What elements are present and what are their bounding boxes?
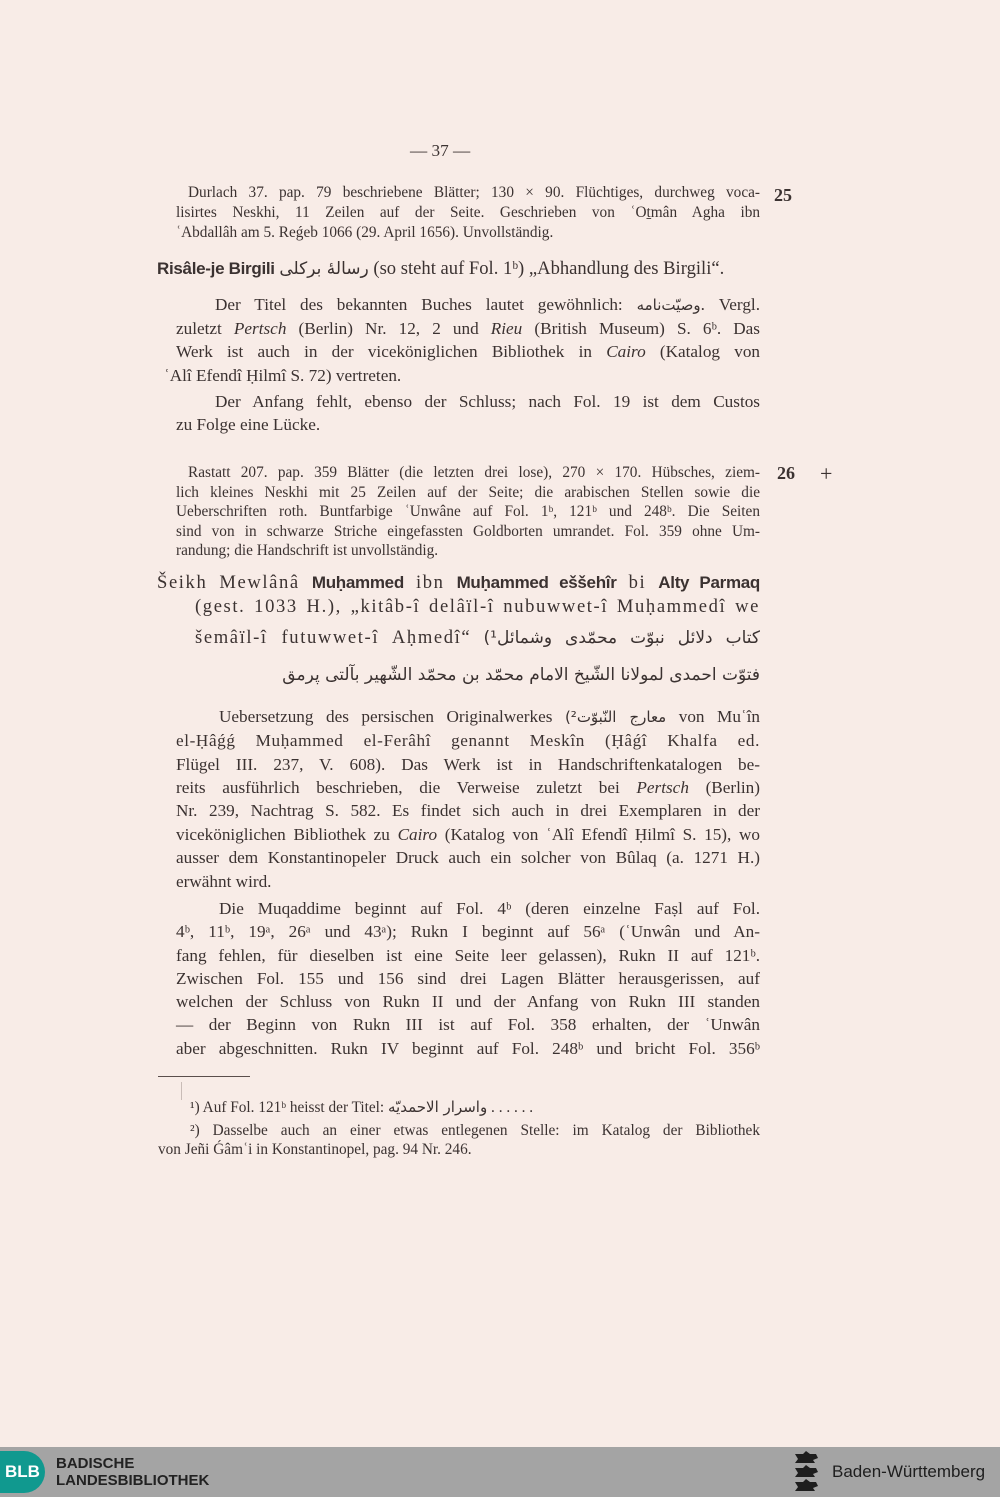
text: (Katalog von xyxy=(645,342,761,361)
arabic-text: واسرار الاحمدیّه xyxy=(388,1098,488,1116)
heading-line xyxy=(235,666,760,685)
paragraph-line: 4ᵇ, 11ᵇ, 19ᵃ, 26ᵃ und 43ᵃ); Rukn I beginnt auf 56ᵃ (ʿUnwân und An- xyxy=(176,922,760,941)
paragraph-line: el-Ḥâǵǵ Muḥammed el-Ferâhî genannt Meskîn (Ḥâǵî Khalfa ed. xyxy=(176,731,760,750)
heading-rest: (so steht auf Fol. 1ᵇ) „Abhandlung des Birgili“. xyxy=(373,258,725,279)
footnote-1 xyxy=(190,1100,533,1115)
paragraph-line xyxy=(176,779,760,796)
description-line: sind von in schwarze Striche eingefassten Goldborten umrandet. Fol. 359 ohne Um- xyxy=(176,523,760,540)
author-name: Pertsch xyxy=(233,319,287,338)
library-name-line1: BADISCHE xyxy=(56,1455,135,1472)
description-line: randung; die Handschrift ist unvollständig. xyxy=(176,542,439,559)
paragraph-line: zu Folge eine Lücke. xyxy=(176,415,321,434)
paragraph-line: Zwischen Fol. 155 und 156 sind drei Lagen Blätter herausgerissen, auf xyxy=(176,969,760,988)
paragraph-line: Die Muqaddime beginnt auf Fol. 4ᵇ (deren einzelne Faṣl auf Fol. xyxy=(219,899,760,918)
blb-logo[interactable]: BLB xyxy=(0,1451,45,1493)
arabic-title: کتاب دلائل نبوّت محمّدی وشمائل¹) xyxy=(483,628,761,648)
paragraph-line: — der Beginn von Rukn III ist auf Fol. 358 erhalten, der ʿUnwân xyxy=(176,1015,760,1034)
text: (Berlin) Nr. 12, 2 und xyxy=(286,319,491,338)
entry-number: 25 xyxy=(774,185,792,205)
text: bi xyxy=(616,572,659,593)
text: Werk ist auch in der viceköniglichen Bibliothek in xyxy=(176,342,607,361)
paragraph-line: welchen der Schluss von Rukn II und der Anfang von Rukn III standen xyxy=(176,992,760,1011)
paragraph-line xyxy=(176,826,760,843)
text: . Vergl. xyxy=(700,295,760,314)
arabic-text: معارج النّبوّت²) xyxy=(564,708,667,726)
lions-icon xyxy=(792,1450,822,1494)
author-name: Alty Parmaq xyxy=(658,573,760,592)
text: zuletzt xyxy=(176,319,234,338)
paragraph-line: Der Anfang fehlt, ebenso der Schluss; nach Fol. 19 ist dem Custos xyxy=(215,392,760,411)
heading-line xyxy=(195,629,760,648)
text: reits ausführlich beschrieben, die Verweise zuletzt bei xyxy=(176,778,637,797)
text: (British Museum) S. 6ᵇ. Das xyxy=(522,319,760,338)
text xyxy=(549,572,559,593)
paragraph-line: ʿAlî Efendî Ḥilmî S. 72) vertreten. xyxy=(164,366,402,385)
paragraph-line xyxy=(176,320,760,337)
heading-line: (gest. 1033 H.), „kitâb-î delâïl-î nubuwwet-î Muḥammedî we xyxy=(195,596,760,617)
arabic-title: فتوّت احمدی لمولانا الشّیخ الامام محمّد بن محمّد الشّهیر بآلتی پرمق xyxy=(282,665,760,685)
description-line: lisirtes Neskhi, 11 Zeilen auf der Seite. Geschrieben von ʿOṯmân Agha ibn xyxy=(176,204,760,221)
text: viceköniglichen Bibliothek zu xyxy=(176,825,398,844)
entry-heading xyxy=(157,260,724,279)
footnote-2: ²) Dasselbe auch an einer etwas entlegenen Stelle: im Katalog der Bibliothek xyxy=(190,1122,760,1139)
text: ¹) Auf Fol. 121ᵇ heisst der Titel: xyxy=(190,1099,389,1116)
plus-mark: + xyxy=(820,461,833,486)
heading-title: Risâle-je Birgili xyxy=(157,259,275,278)
text: (Katalog von ʿAlî Efendî Ḥilmî S. 15), wo xyxy=(437,825,760,844)
entry-heading xyxy=(157,574,760,593)
text: šemâïl-î futuwwet-î Aḥmedî“ xyxy=(195,627,472,648)
paragraph-line: Flügel III. 237, V. 608). Das Werk ist in Handschriftenkatalogen be- xyxy=(176,755,760,774)
description-line: lich kleines Neskhi mit 25 Zeilen auf der Seite; die arabischen Stellen sowie die xyxy=(176,484,760,501)
heading-arabic: رسالۀ برکلی xyxy=(279,259,369,279)
text: Šeikh Mewlânâ xyxy=(157,572,312,593)
arabic-text: وصیّت‌نامه xyxy=(636,296,701,314)
author-name: Pertsch xyxy=(636,778,689,797)
paragraph-line: erwähnt wird. xyxy=(176,872,272,891)
text: Uebersetzung des persischen Originalwerkes xyxy=(219,707,565,726)
scan-mark xyxy=(181,1082,182,1100)
text: . . . . . . xyxy=(487,1099,534,1116)
place-name: Cairo xyxy=(397,825,438,844)
state-name[interactable]: Baden-Württemberg xyxy=(832,1462,986,1481)
author-name: eššehîr xyxy=(559,573,617,592)
author-name: Muḥammed xyxy=(456,573,549,592)
paragraph-line xyxy=(219,708,760,725)
description-line: Durlach 37. pap. 79 beschriebene Blätter; 130 × 90. Flüchtiges, durchweg voca- xyxy=(188,184,760,201)
entry-number: 26 xyxy=(777,463,795,483)
text: Der Titel des bekannten Buches lautet gewöhnlich: xyxy=(215,295,623,314)
text: (Berlin) xyxy=(688,778,760,797)
footnote-2-cont: von Jeñi Ǵâmʿi in Konstantinopel, pag. 94 Nr. 246. xyxy=(158,1141,472,1158)
footnote-rule xyxy=(158,1076,250,1077)
description-line: Rastatt 207. pap. 359 Blätter (die letzten drei lose), 270 × 170. Hübsches, ziem- xyxy=(188,464,760,481)
author-name: Rieu xyxy=(490,319,523,338)
place-name: Cairo xyxy=(606,342,646,361)
page-number: — 37 — xyxy=(410,141,471,160)
paragraph-line: ausser dem Konstantinopeler Druck auch ein solcher von Bûlaq (a. 1271 H.) xyxy=(176,848,760,867)
paragraph-line: aber abgeschnitten. Rukn IV beginnt auf Fol. 248ᵇ und bricht Fol. 356ᵇ xyxy=(176,1039,760,1058)
footer-bar xyxy=(0,1447,1000,1497)
paragraph-line xyxy=(176,343,760,360)
paragraph-line: fang fehlen, für dieselben ist eine Seite leer gelassen), Rukn II auf 121ᵇ. xyxy=(176,946,760,965)
text: ibn xyxy=(403,572,457,593)
paragraph-line: Nr. 239, Nachtrag S. 582. Es findet sich auch in drei Exemplaren in der xyxy=(176,801,760,820)
library-name-line2: LANDESBIBLIOTHEK xyxy=(56,1472,210,1489)
text: von Muʿîn xyxy=(666,707,761,726)
description-line: Ueberschriften roth. Buntfarbige ʿUnwâne auf Fol. 1ᵇ, 121ᵇ und 248ᵇ. Die Seiten xyxy=(176,503,760,520)
author-name: Muḥammed xyxy=(311,573,404,592)
description-line: ʿAbdallâh am 5. Reǵeb 1066 (29. April 1656). Unvollständig. xyxy=(176,224,554,241)
paragraph-line xyxy=(215,296,760,313)
